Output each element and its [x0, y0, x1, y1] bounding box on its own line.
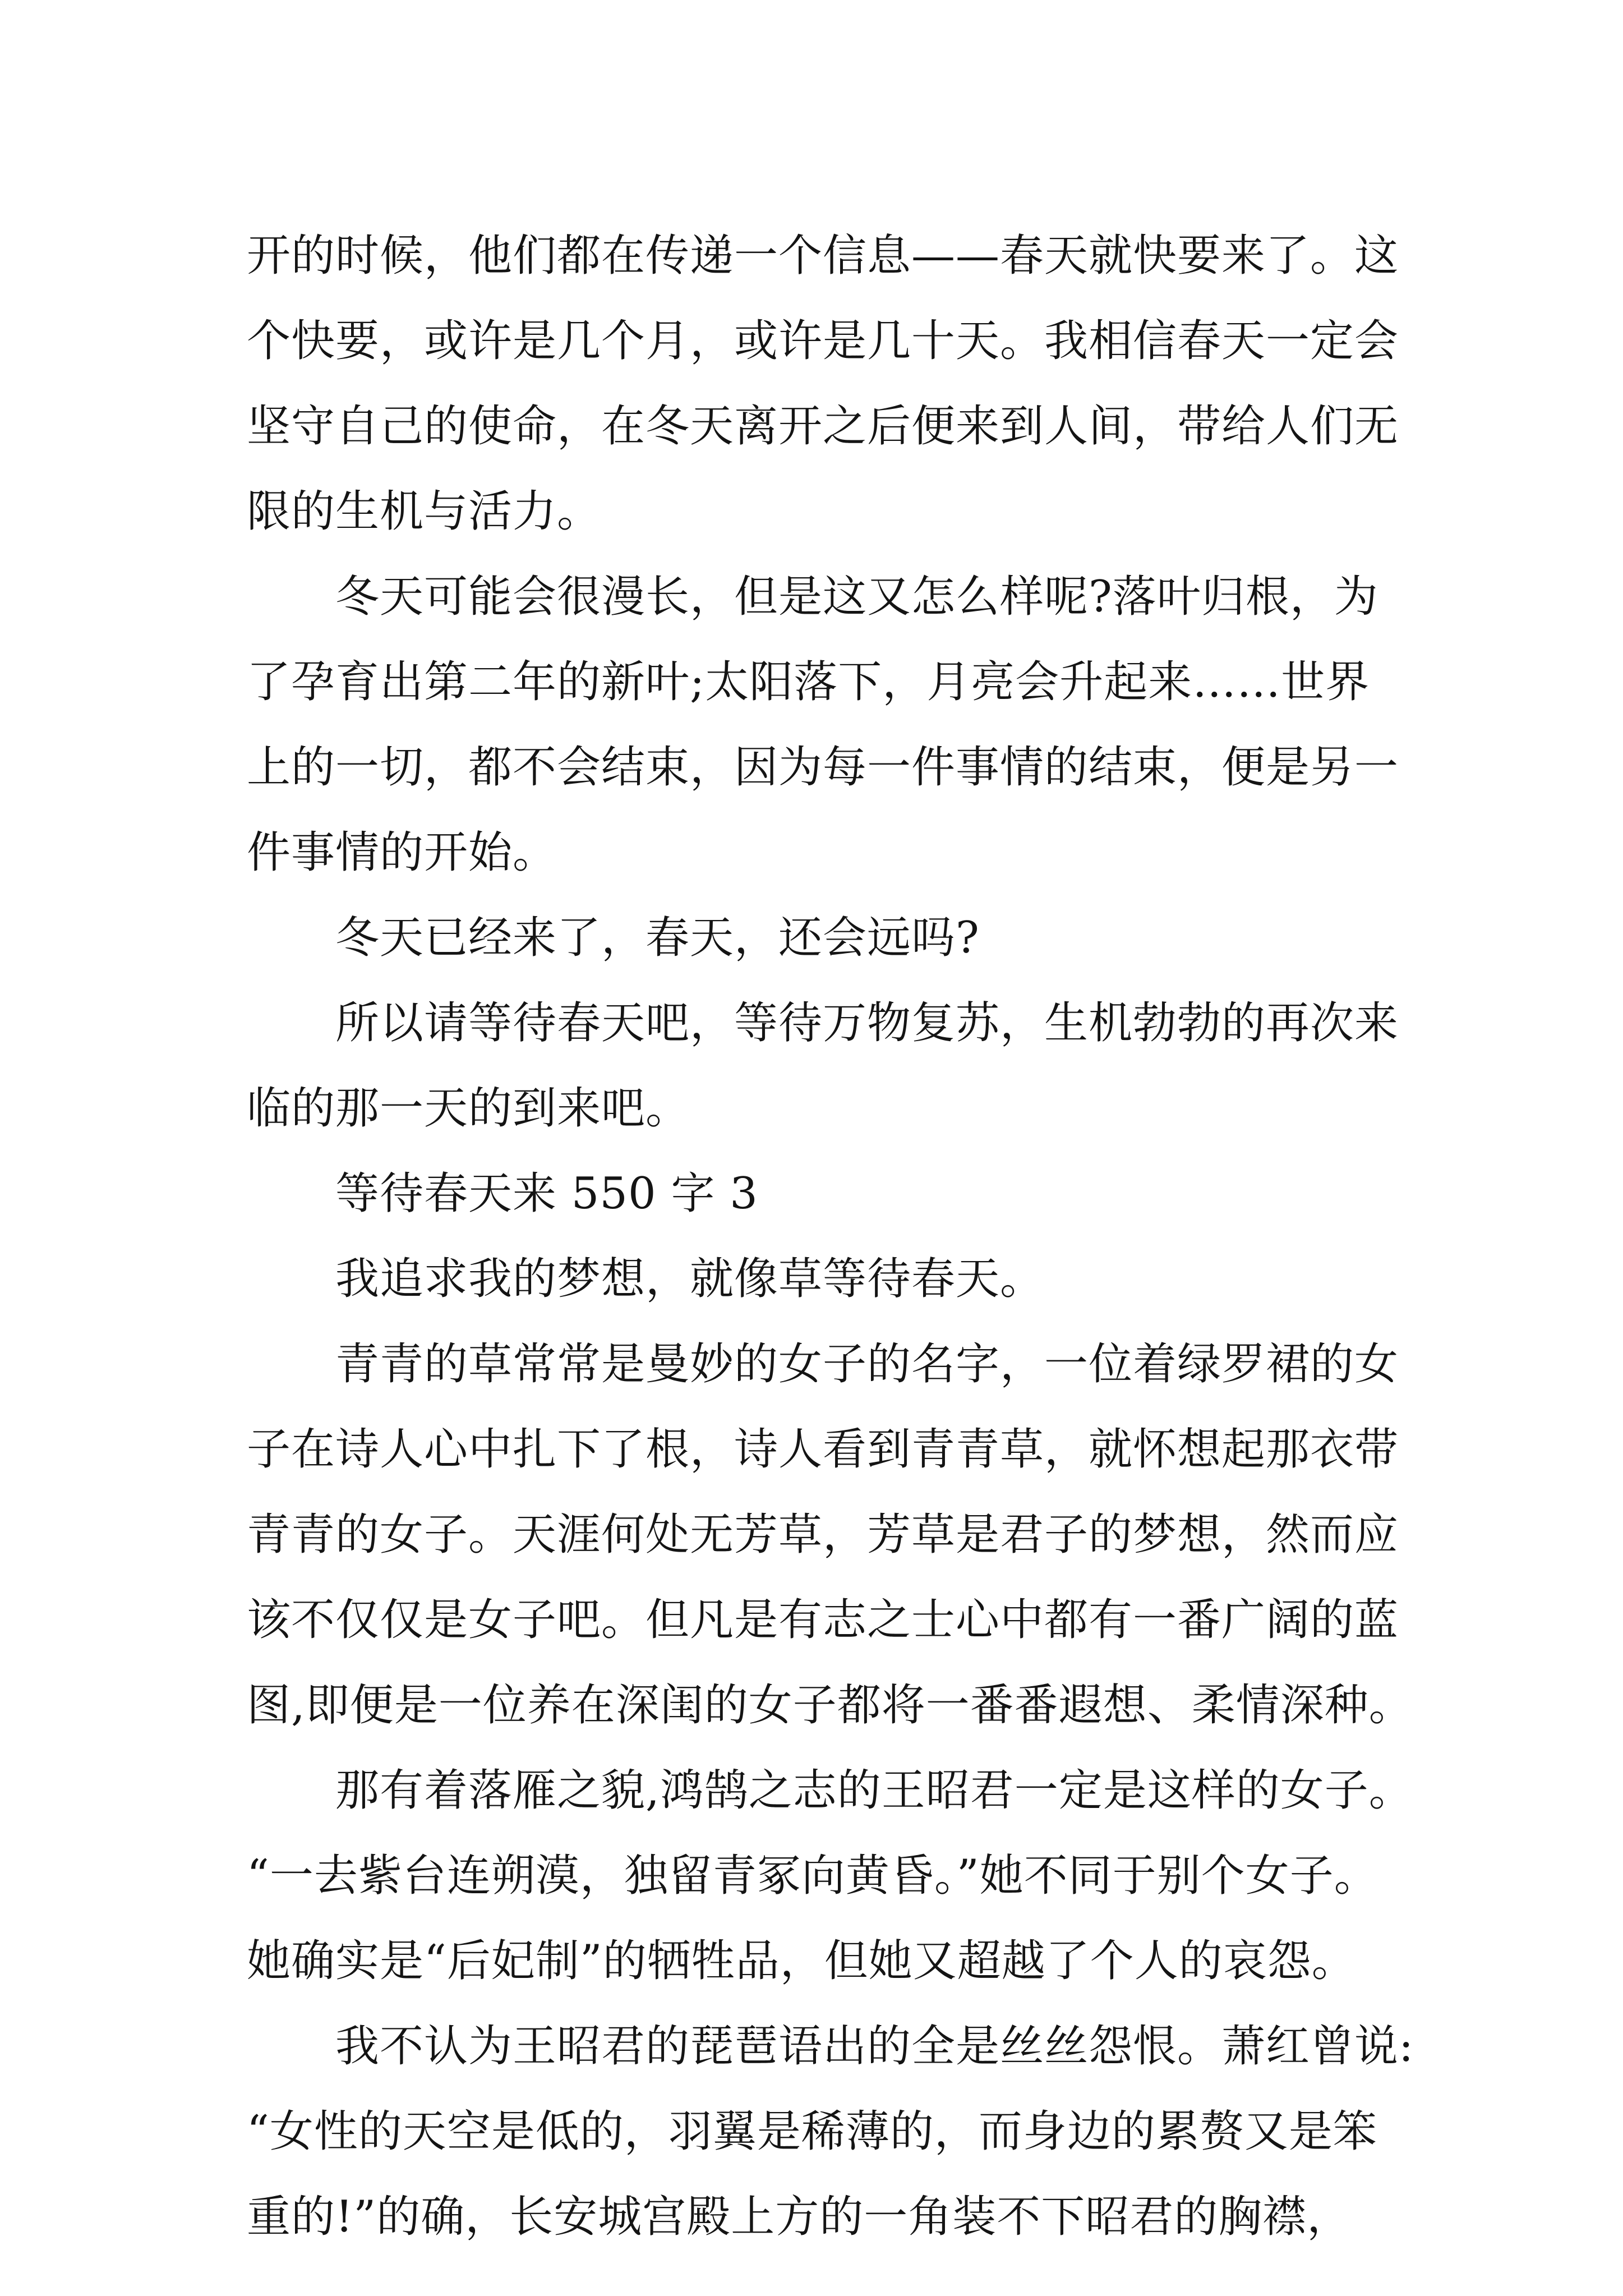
text-line: 上的一切，都不会结束，因为每一件事情的结束，便是另一	[247, 742, 1399, 793]
paragraph-start-line: 所以请等待春天吧，等待万物复苏，生机勃勃的再次来	[335, 998, 1399, 1048]
text-line: 开的时候，他们都在传递一个信息——春天就快要来了。这	[247, 231, 1399, 281]
paragraph-start-line: 我不认为王昭君的琵琶语出的全是丝丝怨恨。萧红曾说:	[335, 2021, 1414, 2072]
paragraph-start-line: 那有着落雁之貌,鸿鹄之志的王昭君一定是这样的女子。	[335, 1765, 1413, 1816]
paragraph-start-line: 青青的草常常是曼妙的女子的名字，一位着绿罗裙的女	[335, 1339, 1399, 1389]
section-heading: 等待春天来 550 字 3	[335, 1168, 758, 1219]
paragraph-start-line: 冬天已经来了，春天，还会远吗?	[335, 913, 980, 963]
text-line: 图,即便是一位养在深闺的女子都将一番番遐想、柔情深种。	[247, 1680, 1413, 1731]
body-text	[247, 213, 1414, 2260]
text-line: 该不仅仅是女子吧。但凡是有志之士心中都有一番广阔的蓝	[247, 1595, 1399, 1645]
text-line: 了孕育出第二年的新叶;太阳落下，月亮会升起来……世界	[247, 657, 1370, 707]
text-line: “女性的天空是低的，羽翼是稀薄的，而身边的累赘又是笨	[247, 2106, 1377, 2157]
text-line: 子在诗人心中扎下了根，诗人看到青青草，就怀想起那衣带	[247, 1424, 1399, 1475]
text-line: 坚守自己的使命，在冬天离开之后便来到人间，带给人们无	[247, 401, 1399, 452]
text-line: 重的!”的确，长安城宫殿上方的一角装不下昭君的胸襟，	[247, 2192, 1352, 2242]
paragraph-start-line: 冬天可能会很漫长，但是这又怎么样呢?落叶归根，为	[335, 572, 1378, 622]
text-line: 临的那一天的到来吧。	[247, 1083, 690, 1134]
text-line: “一去紫台连朔漠，独留青冢向黄昏。”她不同于别个女子。	[247, 1851, 1378, 1901]
text-line: 件事情的开始。	[247, 827, 557, 878]
text-line: 限的生机与活力。	[247, 486, 602, 537]
text-line: 青青的女子。天涯何处无芳草，芳草是君子的梦想，然而应	[247, 1510, 1399, 1560]
text-line: 她确实是“后妃制”的牺牲品，但她又超越了个人的哀怨。	[247, 1936, 1356, 1986]
paragraph-start-line: 我追求我的梦想，就像草等待春天。	[335, 1254, 1045, 1304]
text-line: 个快要，或许是几个月，或许是几十天。我相信春天一定会	[247, 316, 1399, 366]
